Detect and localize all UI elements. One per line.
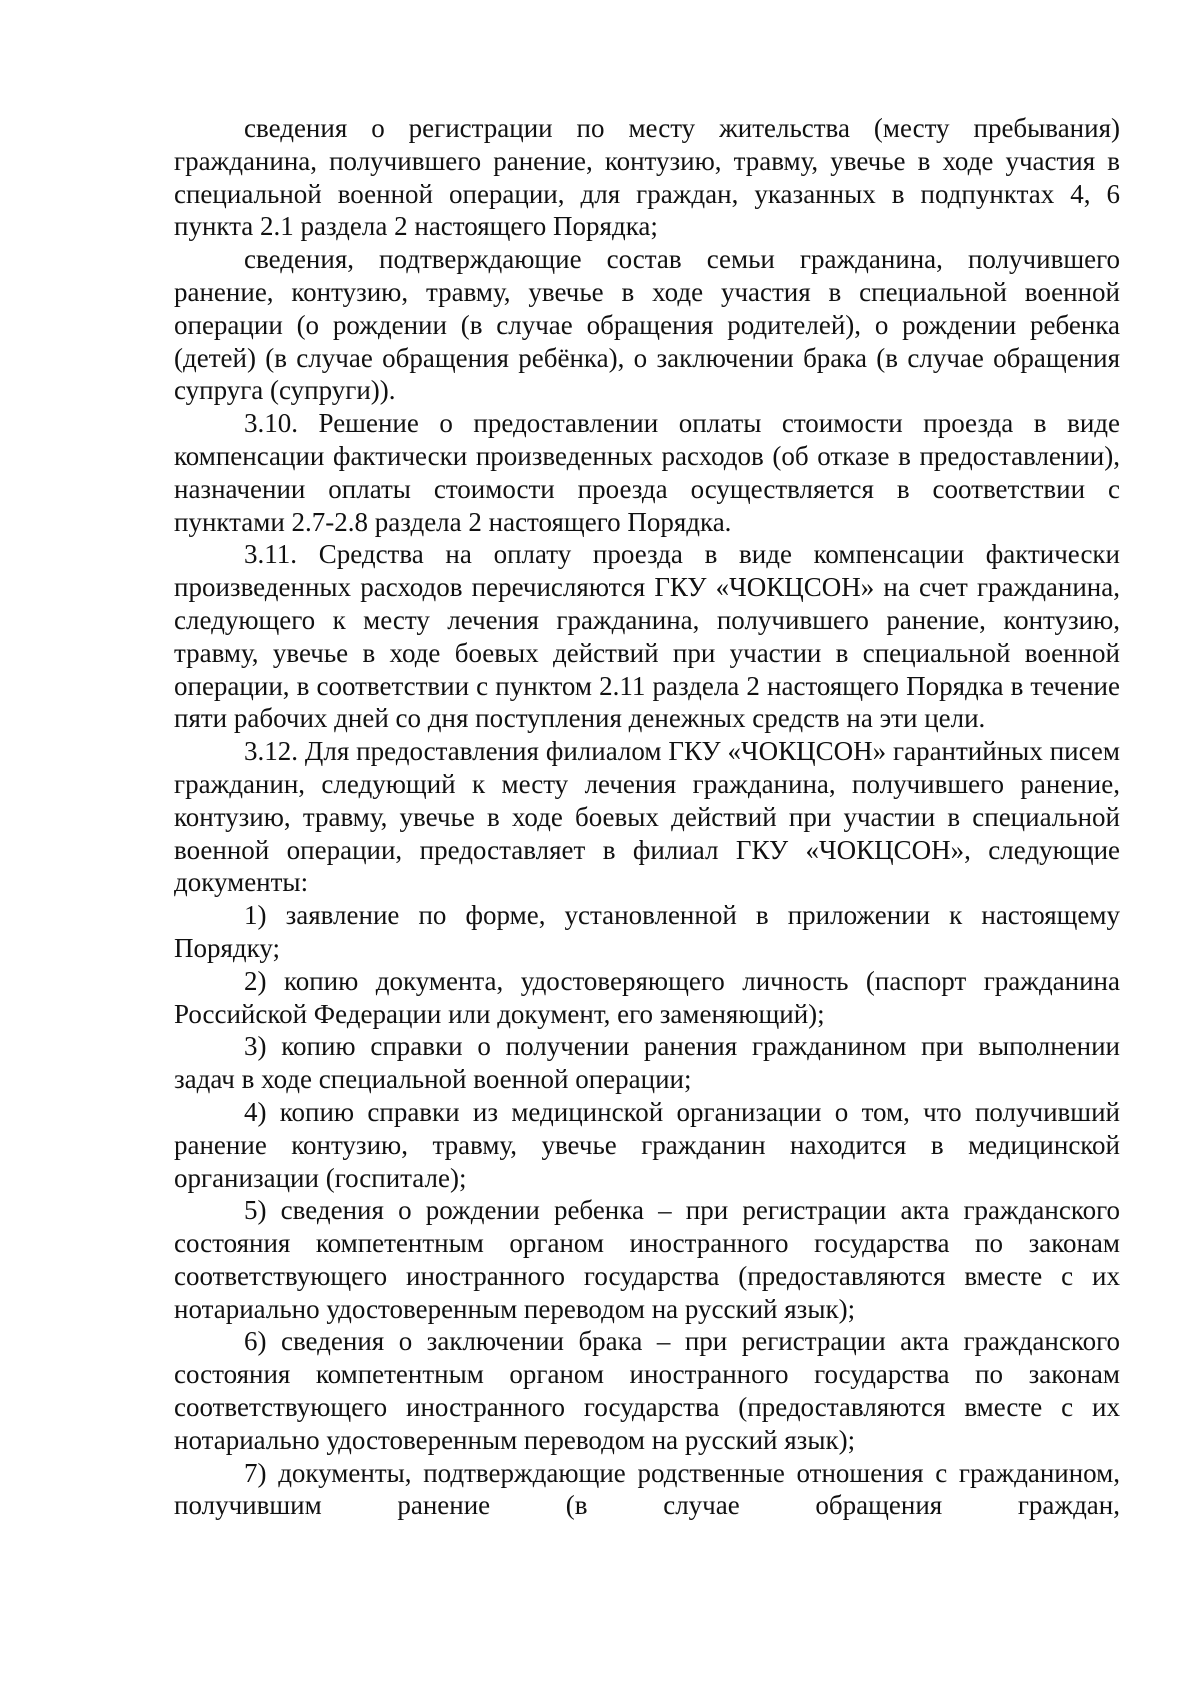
paragraph-3-10: 3.10. Решение о предоставлении оплаты стоимости проезда в виде компенсации фактически произведенных расходов (об отказе в предоставлении), назначении оплаты стоимости проезда осуществляется в соответствии с пунктами 2.7-2.8 раздела 2 настоящего Порядка. bbox=[174, 408, 1120, 537]
document-page bbox=[174, 112, 1120, 1522]
list-item-6: 6) сведения о заключении брака – при регистрации акта гражданского состояния компетентным органом иностранного государства по законам соответствующего иностранного государства (предоставляются вместе с их нотариально удостоверенным переводом на русский язык); bbox=[174, 1326, 1120, 1455]
list-item-5: 5) сведения о рождении ребенка – при регистрации акта гражданского состояния компетентным органом иностранного государства по законам соответствующего иностранного государства (предоставляются вместе с их нотариально удостоверенным переводом на русский язык); bbox=[174, 1195, 1120, 1324]
paragraph-family-composition: сведения, подтверждающие состав семьи гражданина, получившего ранение, контузию, травму, увечье в ходе участия в специальной военной операции (о рождении (в случае обращения родителей), о рождении ребенка (детей) (в случае обращения ребёнка), о заключении брака (в случае обращения супруга (супруги)). bbox=[174, 244, 1120, 406]
list-item-7: 7) документы, подтверждающие родственные отношения с гражданином, получившим ранение (в случае обращения граждан, bbox=[174, 1457, 1120, 1521]
list-item-1: 1) заявление по форме, установленной в приложении к настоящему Порядку; bbox=[174, 900, 1120, 963]
paragraph-3-11: 3.11. Средства на оплату проезда в виде компенсации фактически произведенных расходов перечисляются ГКУ «ЧОКЦСОН» на счет гражданина, следующего к месту лечения гражданина, получившего ранение, контузию, травму, увечье в ходе боевых действий при участии в специальной военной операции, в соответствии с пунктом 2.11 раздела 2 настоящего Порядка в течение пяти рабочих дней со дня поступления денежных средств на эти цели. bbox=[174, 539, 1120, 734]
list-item-4: 4) копию справки из медицинской организации о том, что получивший ранение контузию, травму, увечье гражданин находится в медицинской организации (госпитале); bbox=[174, 1096, 1120, 1193]
paragraph-registration-info: сведения о регистрации по месту жительства (месту пребывания) гражданина, получившего ранение, контузию, травму, увечье в ходе участия в специальной военной операции, для граждан, указанных в подпунктах 4, 6 пункта 2.1 раздела 2 настоящего Порядка; bbox=[174, 113, 1120, 242]
paragraph-3-12: 3.12. Для предоставления филиалом ГКУ «ЧОКЦСОН» гарантийных писем гражданин, следующий к месту лечения гражданина, получившего ранение, контузию, травму, увечье в ходе боевых действий при участии в специальной военной операции, предоставляет в филиал ГКУ «ЧОКЦСОН», следующие документы: bbox=[174, 736, 1120, 898]
list-item-3: 3) копию справки о получении ранения гражданином при выполнении задач в ходе специальной военной операции; bbox=[174, 1031, 1120, 1095]
list-item-2: 2) копию документа, удостоверяющего личность (паспорт гражданина Российской Федерации или документ, его заменяющий); bbox=[174, 965, 1120, 1029]
